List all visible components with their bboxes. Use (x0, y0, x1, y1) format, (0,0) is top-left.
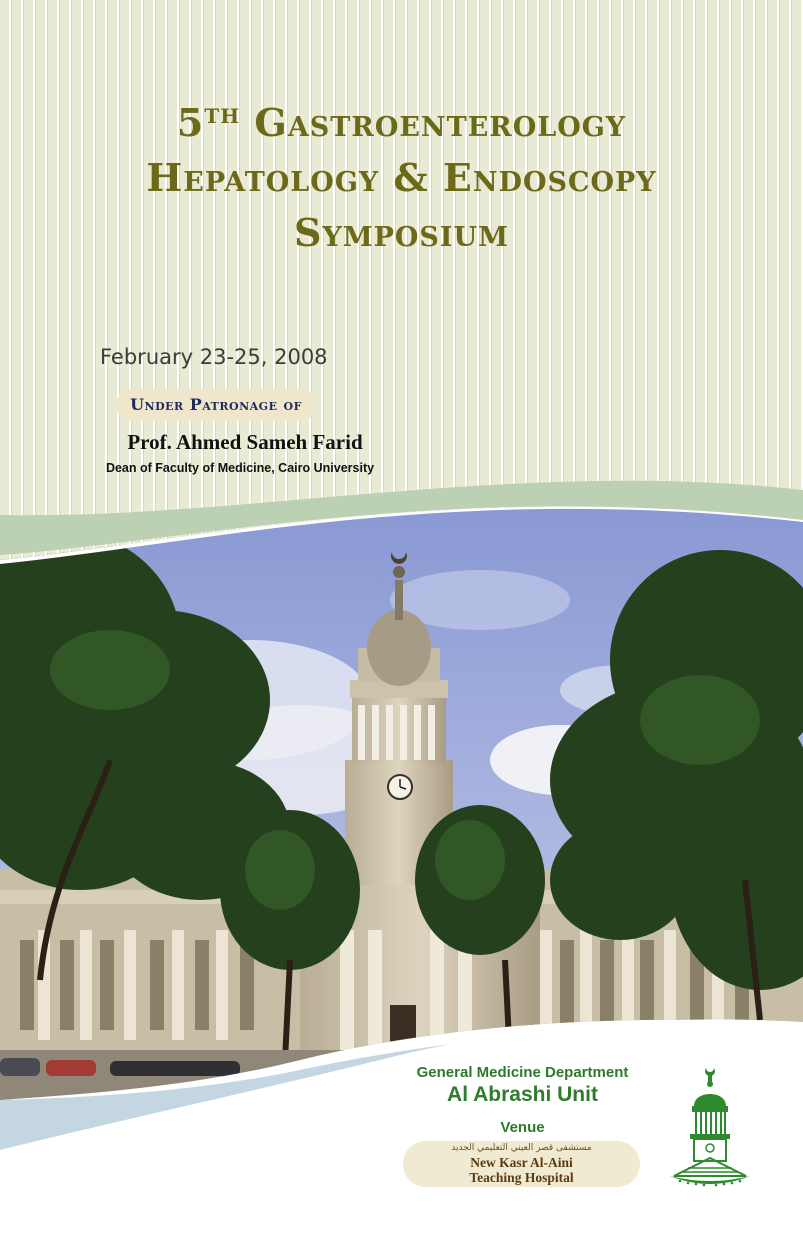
patron-role: Dean of Faculty of Medicine, Cairo University (105, 461, 375, 475)
venue-arabic-name: مستشفى قصر العيني التعليمي الجديد (451, 1143, 592, 1153)
patronage-label: Under Patronage of (130, 395, 302, 414)
clock-face-icon (388, 775, 412, 799)
event-date: February 23-25, 2008 (100, 345, 328, 369)
top-wave-band (0, 460, 803, 600)
venue-label: Venue (500, 1119, 545, 1136)
unit-name: Al Abrashi Unit (447, 1083, 598, 1106)
department-name: General Medicine Department (416, 1064, 629, 1081)
title-line-3: Symposium (294, 210, 509, 255)
title-line-2: Hepatology & Endoscopy (146, 155, 657, 200)
venue-name-line-1: New Kasr Al-Aini (470, 1155, 573, 1170)
patron-name: Prof. Ahmed Sameh Farid (127, 430, 363, 454)
title-line-1: 5TH Gastroenterology (176, 100, 627, 145)
cairo-university-dome-icon (668, 1064, 752, 1188)
venue-name-line-2: Teaching Hospital (469, 1170, 574, 1185)
patronage-badge (116, 389, 316, 421)
